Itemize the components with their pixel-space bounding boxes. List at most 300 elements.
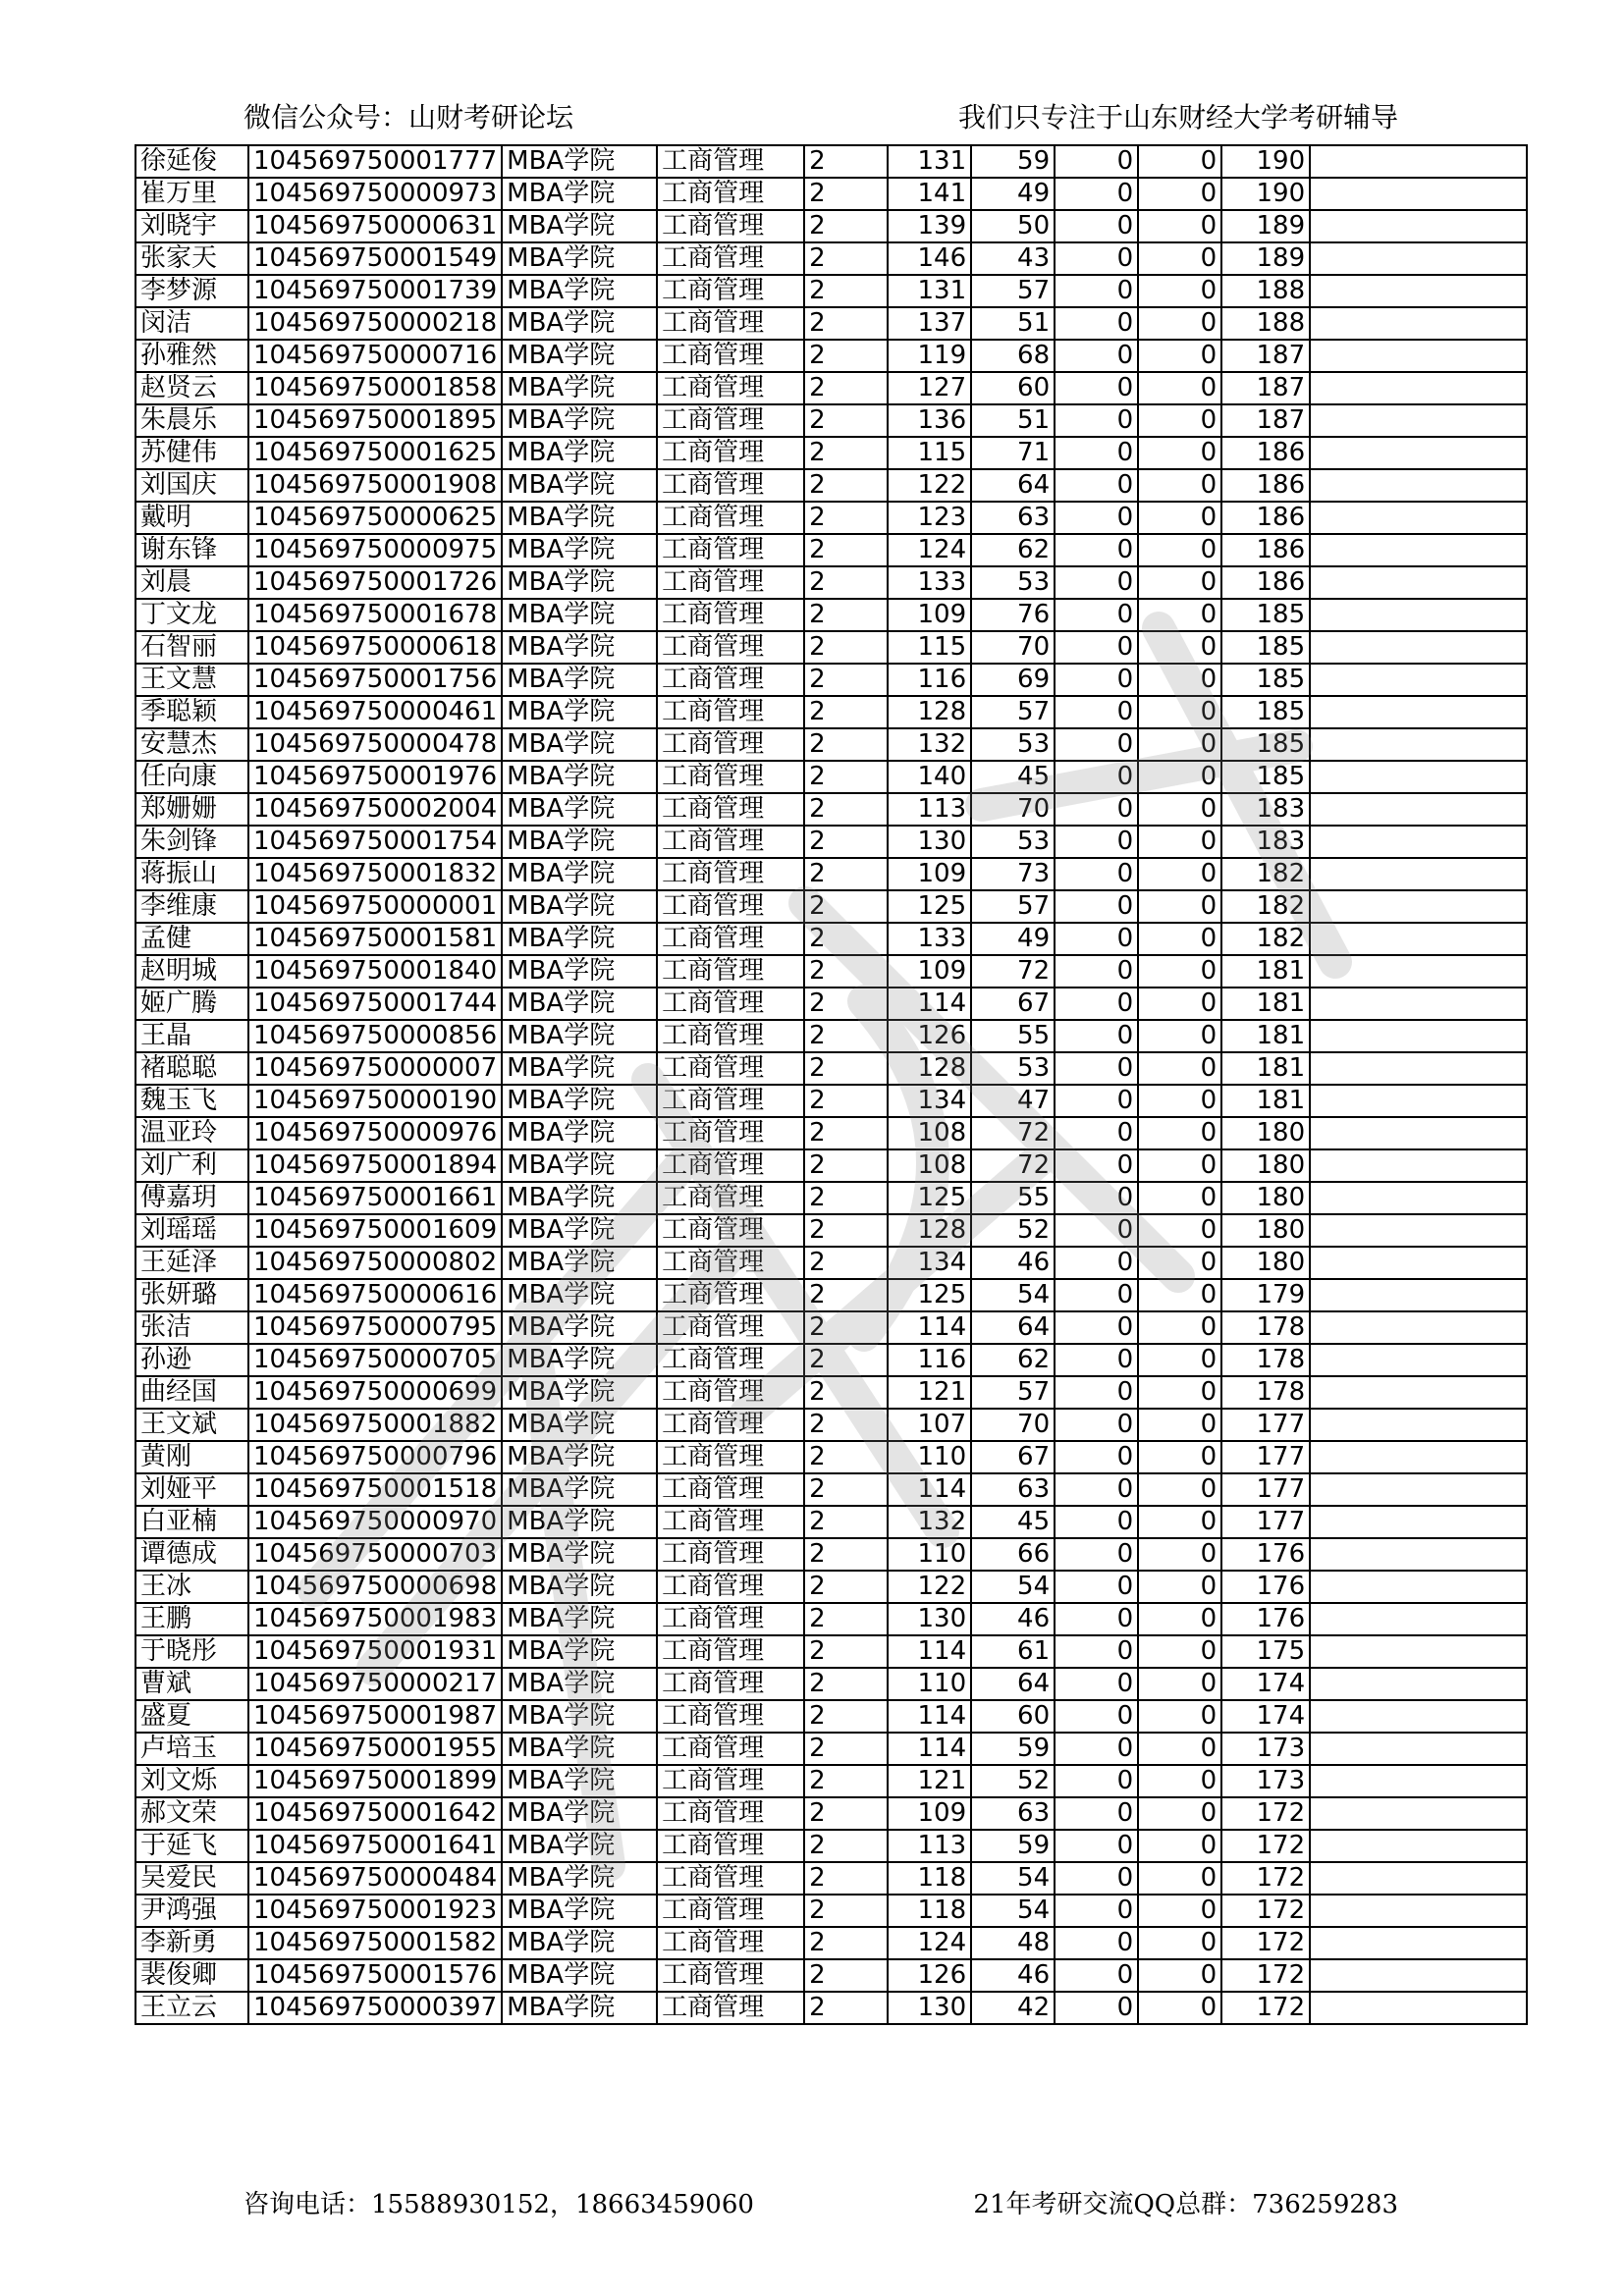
footer-left-text: 咨询电话：15588930152，18663459060	[244, 2190, 754, 2219]
cell-college: MBA学院	[502, 1603, 657, 1635]
cell-note	[1310, 858, 1527, 890]
cell-type: 2	[804, 890, 888, 923]
cell-major: 工商管理	[657, 923, 804, 955]
cell-type: 2	[804, 1085, 888, 1117]
cell-score-d: 0	[1138, 1473, 1221, 1506]
cell-score-b: 53	[971, 566, 1055, 599]
cell-score-b: 66	[971, 1538, 1055, 1571]
cell-type: 2	[804, 1959, 888, 1992]
cell-type: 2	[804, 1279, 888, 1311]
cell-score-a: 116	[888, 664, 971, 696]
cell-score-c: 0	[1055, 1668, 1138, 1700]
cell-exam-id: 104569750001581	[248, 923, 502, 955]
cell-score-d: 0	[1138, 1279, 1221, 1311]
cell-score-d: 0	[1138, 275, 1221, 307]
cell-score-c: 0	[1055, 793, 1138, 826]
cell-score-a: 125	[888, 1182, 971, 1214]
cell-score-a: 114	[888, 1635, 971, 1668]
cell-college: MBA学院	[502, 1797, 657, 1830]
cell-note	[1310, 599, 1527, 631]
cell-score-d: 0	[1138, 988, 1221, 1020]
cell-score-d: 0	[1138, 1700, 1221, 1733]
cell-name: 刘瑶瑶	[135, 1214, 248, 1247]
cell-type: 2	[804, 1506, 888, 1538]
cell-score-d: 0	[1138, 372, 1221, 404]
cell-note	[1310, 469, 1527, 502]
cell-score-c: 0	[1055, 761, 1138, 793]
table-row	[135, 1473, 1527, 1506]
cell-score-a: 128	[888, 1214, 971, 1247]
table-row	[135, 1441, 1527, 1473]
cell-total: 172	[1221, 1862, 1310, 1895]
cell-name: 季聪颖	[135, 696, 248, 728]
cell-note	[1310, 1117, 1527, 1149]
cell-score-b: 57	[971, 275, 1055, 307]
cell-score-b: 64	[971, 1311, 1055, 1344]
cell-exam-id: 104569750001955	[248, 1733, 502, 1765]
cell-type: 2	[804, 826, 888, 858]
cell-score-c: 0	[1055, 1603, 1138, 1635]
cell-total: 186	[1221, 566, 1310, 599]
cell-total: 174	[1221, 1700, 1310, 1733]
cell-college: MBA学院	[502, 1635, 657, 1668]
cell-major: 工商管理	[657, 1182, 804, 1214]
cell-name: 曹斌	[135, 1668, 248, 1700]
cell-college: MBA学院	[502, 664, 657, 696]
cell-college: MBA学院	[502, 1668, 657, 1700]
table-row	[135, 988, 1527, 1020]
cell-type: 2	[804, 1733, 888, 1765]
cell-name: 王文斌	[135, 1409, 248, 1441]
cell-name: 刘文烁	[135, 1765, 248, 1797]
cell-score-b: 53	[971, 728, 1055, 761]
cell-exam-id: 104569750001931	[248, 1635, 502, 1668]
cell-score-b: 71	[971, 437, 1055, 469]
cell-note	[1310, 955, 1527, 988]
cell-major: 工商管理	[657, 1214, 804, 1247]
cell-note	[1310, 178, 1527, 210]
cell-score-c: 0	[1055, 502, 1138, 534]
cell-exam-id: 104569750001882	[248, 1409, 502, 1441]
cell-total: 176	[1221, 1571, 1310, 1603]
cell-score-a: 114	[888, 988, 971, 1020]
cell-score-b: 68	[971, 340, 1055, 372]
cell-score-c: 0	[1055, 1571, 1138, 1603]
cell-type: 2	[804, 1571, 888, 1603]
cell-college: MBA学院	[502, 1441, 657, 1473]
cell-score-c: 0	[1055, 1311, 1138, 1344]
cell-score-d: 0	[1138, 955, 1221, 988]
cell-major: 工商管理	[657, 275, 804, 307]
cell-score-d: 0	[1138, 1635, 1221, 1668]
cell-total: 181	[1221, 1052, 1310, 1085]
cell-exam-id: 104569750000802	[248, 1247, 502, 1279]
cell-score-b: 51	[971, 307, 1055, 340]
cell-score-c: 0	[1055, 1765, 1138, 1797]
cell-type: 2	[804, 1765, 888, 1797]
cell-name: 闵洁	[135, 307, 248, 340]
cell-college: MBA学院	[502, 923, 657, 955]
cell-score-b: 54	[971, 1279, 1055, 1311]
cell-exam-id: 104569750001987	[248, 1700, 502, 1733]
cell-score-b: 70	[971, 1409, 1055, 1441]
cell-score-b: 51	[971, 404, 1055, 437]
cell-name: 朱剑锋	[135, 826, 248, 858]
cell-name: 李梦源	[135, 275, 248, 307]
cell-note	[1310, 793, 1527, 826]
cell-score-d: 0	[1138, 1376, 1221, 1409]
cell-college: MBA学院	[502, 1344, 657, 1376]
cell-total: 173	[1221, 1765, 1310, 1797]
cell-major: 工商管理	[657, 955, 804, 988]
cell-score-a: 115	[888, 631, 971, 664]
cell-major: 工商管理	[657, 145, 804, 178]
cell-type: 2	[804, 1895, 888, 1927]
cell-type: 2	[804, 1149, 888, 1182]
cell-note	[1310, 1895, 1527, 1927]
table-row	[135, 534, 1527, 566]
cell-type: 2	[804, 1311, 888, 1344]
cell-score-b: 46	[971, 1603, 1055, 1635]
cell-college: MBA学院	[502, 1182, 657, 1214]
cell-score-c: 0	[1055, 1473, 1138, 1506]
cell-name: 王晶	[135, 1020, 248, 1052]
cell-major: 工商管理	[657, 1311, 804, 1344]
cell-major: 工商管理	[657, 340, 804, 372]
cell-note	[1310, 664, 1527, 696]
cell-major: 工商管理	[657, 988, 804, 1020]
table-row	[135, 955, 1527, 988]
table-row	[135, 469, 1527, 502]
cell-type: 2	[804, 631, 888, 664]
cell-college: MBA学院	[502, 1247, 657, 1279]
cell-score-b: 60	[971, 1700, 1055, 1733]
cell-type: 2	[804, 955, 888, 988]
cell-college: MBA学院	[502, 1214, 657, 1247]
cell-note	[1310, 1571, 1527, 1603]
cell-major: 工商管理	[657, 1117, 804, 1149]
table-row	[135, 437, 1527, 469]
cell-total: 181	[1221, 955, 1310, 988]
cell-score-a: 110	[888, 1538, 971, 1571]
cell-exam-id: 104569750001726	[248, 566, 502, 599]
cell-score-d: 0	[1138, 1311, 1221, 1344]
cell-score-c: 0	[1055, 1149, 1138, 1182]
cell-name: 卢培玉	[135, 1733, 248, 1765]
cell-note	[1310, 1311, 1527, 1344]
cell-exam-id: 104569750001983	[248, 1603, 502, 1635]
cell-note	[1310, 307, 1527, 340]
cell-type: 2	[804, 1441, 888, 1473]
cell-score-c: 0	[1055, 1182, 1138, 1214]
cell-score-d: 0	[1138, 1149, 1221, 1182]
cell-total: 180	[1221, 1149, 1310, 1182]
cell-score-d: 0	[1138, 1020, 1221, 1052]
cell-score-a: 109	[888, 1797, 971, 1830]
cell-note	[1310, 988, 1527, 1020]
cell-major: 工商管理	[657, 793, 804, 826]
cell-name: 孙雅然	[135, 340, 248, 372]
cell-type: 2	[804, 1182, 888, 1214]
cell-exam-id: 104569750000705	[248, 1344, 502, 1376]
table-row	[135, 1571, 1527, 1603]
table-row	[135, 1182, 1527, 1214]
cell-total: 190	[1221, 178, 1310, 210]
cell-score-a: 131	[888, 275, 971, 307]
cell-name: 褚聪聪	[135, 1052, 248, 1085]
cell-total: 180	[1221, 1214, 1310, 1247]
cell-exam-id: 104569750000218	[248, 307, 502, 340]
table-row	[135, 1052, 1527, 1085]
cell-name: 刘晓宇	[135, 210, 248, 242]
cell-major: 工商管理	[657, 372, 804, 404]
cell-college: MBA学院	[502, 1279, 657, 1311]
cell-score-c: 0	[1055, 1117, 1138, 1149]
cell-name: 李维康	[135, 890, 248, 923]
cell-type: 2	[804, 988, 888, 1020]
cell-total: 187	[1221, 340, 1310, 372]
table-row	[135, 275, 1527, 307]
cell-score-b: 59	[971, 145, 1055, 178]
cell-score-d: 0	[1138, 1668, 1221, 1700]
cell-score-a: 114	[888, 1700, 971, 1733]
cell-score-b: 53	[971, 826, 1055, 858]
cell-total: 172	[1221, 1992, 1310, 2024]
cell-note	[1310, 404, 1527, 437]
cell-score-b: 57	[971, 696, 1055, 728]
cell-type: 2	[804, 275, 888, 307]
cell-score-a: 110	[888, 1668, 971, 1700]
cell-total: 175	[1221, 1635, 1310, 1668]
cell-name: 刘晨	[135, 566, 248, 599]
cell-score-b: 54	[971, 1895, 1055, 1927]
cell-score-d: 0	[1138, 1441, 1221, 1473]
cell-score-d: 0	[1138, 761, 1221, 793]
cell-score-c: 0	[1055, 696, 1138, 728]
cell-college: MBA学院	[502, 1862, 657, 1895]
cell-note	[1310, 1052, 1527, 1085]
table-row	[135, 404, 1527, 437]
cell-score-b: 50	[971, 210, 1055, 242]
cell-type: 2	[804, 793, 888, 826]
cell-score-c: 0	[1055, 534, 1138, 566]
cell-exam-id: 104569750000190	[248, 1085, 502, 1117]
cell-college: MBA学院	[502, 1506, 657, 1538]
cell-type: 2	[804, 858, 888, 890]
cell-major: 工商管理	[657, 858, 804, 890]
cell-score-c: 0	[1055, 145, 1138, 178]
cell-score-b: 48	[971, 1927, 1055, 1959]
cell-score-a: 119	[888, 340, 971, 372]
cell-score-d: 0	[1138, 858, 1221, 890]
cell-score-a: 116	[888, 1344, 971, 1376]
table-row	[135, 1959, 1527, 1992]
cell-score-a: 109	[888, 599, 971, 631]
cell-score-c: 0	[1055, 890, 1138, 923]
cell-total: 183	[1221, 826, 1310, 858]
cell-note	[1310, 761, 1527, 793]
cell-score-c: 0	[1055, 1959, 1138, 1992]
cell-score-d: 0	[1138, 1344, 1221, 1376]
cell-college: MBA学院	[502, 1927, 657, 1959]
cell-name: 谢东锋	[135, 534, 248, 566]
cell-score-b: 46	[971, 1959, 1055, 1992]
cell-total: 182	[1221, 890, 1310, 923]
cell-score-a: 128	[888, 696, 971, 728]
cell-note	[1310, 1020, 1527, 1052]
cell-note	[1310, 1959, 1527, 1992]
table-row	[135, 1765, 1527, 1797]
cell-note	[1310, 1473, 1527, 1506]
cell-total: 189	[1221, 210, 1310, 242]
cell-score-d: 0	[1138, 1959, 1221, 1992]
cell-score-c: 0	[1055, 1992, 1138, 2024]
cell-note	[1310, 1506, 1527, 1538]
cell-type: 2	[804, 145, 888, 178]
cell-score-a: 109	[888, 955, 971, 988]
cell-score-b: 59	[971, 1830, 1055, 1862]
cell-major: 工商管理	[657, 469, 804, 502]
cell-exam-id: 104569750002004	[248, 793, 502, 826]
cell-type: 2	[804, 1862, 888, 1895]
cell-type: 2	[804, 1409, 888, 1441]
cell-score-d: 0	[1138, 210, 1221, 242]
cell-major: 工商管理	[657, 826, 804, 858]
cell-total: 185	[1221, 728, 1310, 761]
cell-type: 2	[804, 340, 888, 372]
cell-name: 王冰	[135, 1571, 248, 1603]
cell-note	[1310, 1765, 1527, 1797]
cell-name: 任向康	[135, 761, 248, 793]
score-table	[135, 144, 1528, 2025]
cell-college: MBA学院	[502, 178, 657, 210]
cell-exam-id: 104569750000795	[248, 1311, 502, 1344]
cell-score-c: 0	[1055, 566, 1138, 599]
cell-type: 2	[804, 664, 888, 696]
cell-college: MBA学院	[502, 728, 657, 761]
cell-note	[1310, 534, 1527, 566]
cell-major: 工商管理	[657, 1668, 804, 1700]
cell-note	[1310, 1247, 1527, 1279]
cell-exam-id: 104569750000970	[248, 1506, 502, 1538]
cell-name: 尹鸿强	[135, 1895, 248, 1927]
cell-score-c: 0	[1055, 1020, 1138, 1052]
cell-score-a: 107	[888, 1409, 971, 1441]
table-row	[135, 728, 1527, 761]
cell-total: 186	[1221, 534, 1310, 566]
cell-type: 2	[804, 1473, 888, 1506]
cell-name: 戴明	[135, 502, 248, 534]
cell-score-b: 61	[971, 1635, 1055, 1668]
cell-type: 2	[804, 761, 888, 793]
cell-score-a: 125	[888, 1279, 971, 1311]
cell-score-b: 57	[971, 890, 1055, 923]
cell-score-a: 121	[888, 1376, 971, 1409]
cell-score-c: 0	[1055, 1830, 1138, 1862]
cell-score-d: 0	[1138, 1992, 1221, 2024]
cell-note	[1310, 1927, 1527, 1959]
cell-name: 王立云	[135, 1992, 248, 2024]
table-row	[135, 1733, 1527, 1765]
cell-major: 工商管理	[657, 1862, 804, 1895]
cell-name: 温亚玲	[135, 1117, 248, 1149]
cell-score-c: 0	[1055, 1409, 1138, 1441]
header-right-text: 我们只专注于山东财经大学考研辅导	[957, 101, 1398, 133]
cell-total: 180	[1221, 1247, 1310, 1279]
cell-score-a: 124	[888, 534, 971, 566]
cell-type: 2	[804, 534, 888, 566]
cell-exam-id: 104569750001756	[248, 664, 502, 696]
cell-exam-id: 104569750000699	[248, 1376, 502, 1409]
cell-name: 赵贤云	[135, 372, 248, 404]
cell-total: 172	[1221, 1895, 1310, 1927]
cell-score-c: 0	[1055, 242, 1138, 275]
cell-college: MBA学院	[502, 502, 657, 534]
cell-score-c: 0	[1055, 404, 1138, 437]
cell-major: 工商管理	[657, 242, 804, 275]
cell-major: 工商管理	[657, 307, 804, 340]
table-row	[135, 178, 1527, 210]
cell-score-c: 0	[1055, 1279, 1138, 1311]
cell-note	[1310, 1182, 1527, 1214]
cell-score-a: 109	[888, 858, 971, 890]
cell-score-b: 54	[971, 1862, 1055, 1895]
cell-exam-id: 104569750000796	[248, 1441, 502, 1473]
cell-score-c: 0	[1055, 1344, 1138, 1376]
cell-college: MBA学院	[502, 761, 657, 793]
cell-score-b: 49	[971, 923, 1055, 955]
cell-score-c: 0	[1055, 955, 1138, 988]
table-row	[135, 1927, 1527, 1959]
cell-type: 2	[804, 1214, 888, 1247]
cell-major: 工商管理	[657, 1473, 804, 1506]
cell-score-b: 57	[971, 1376, 1055, 1409]
cell-score-a: 146	[888, 242, 971, 275]
cell-total: 180	[1221, 1117, 1310, 1149]
cell-score-d: 0	[1138, 469, 1221, 502]
table-row	[135, 1117, 1527, 1149]
cell-major: 工商管理	[657, 1409, 804, 1441]
cell-total: 182	[1221, 923, 1310, 955]
cell-score-c: 0	[1055, 728, 1138, 761]
cell-score-d: 0	[1138, 1765, 1221, 1797]
cell-score-a: 130	[888, 1603, 971, 1635]
cell-score-c: 0	[1055, 275, 1138, 307]
cell-note	[1310, 1214, 1527, 1247]
cell-major: 工商管理	[657, 534, 804, 566]
cell-score-c: 0	[1055, 826, 1138, 858]
cell-type: 2	[804, 1700, 888, 1733]
cell-exam-id: 104569750001840	[248, 955, 502, 988]
cell-type: 2	[804, 1992, 888, 2024]
cell-name: 郑姗姗	[135, 793, 248, 826]
cell-score-c: 0	[1055, 923, 1138, 955]
cell-score-a: 126	[888, 1020, 971, 1052]
cell-name: 赵明城	[135, 955, 248, 988]
cell-score-a: 110	[888, 1441, 971, 1473]
cell-score-c: 0	[1055, 1247, 1138, 1279]
cell-note	[1310, 145, 1527, 178]
cell-exam-id: 104569750001549	[248, 242, 502, 275]
cell-score-b: 45	[971, 1506, 1055, 1538]
cell-college: MBA学院	[502, 955, 657, 988]
cell-score-a: 141	[888, 178, 971, 210]
cell-major: 工商管理	[657, 1376, 804, 1409]
cell-college: MBA学院	[502, 340, 657, 372]
cell-score-c: 0	[1055, 1895, 1138, 1927]
cell-exam-id: 104569750001832	[248, 858, 502, 890]
cell-score-d: 0	[1138, 1895, 1221, 1927]
